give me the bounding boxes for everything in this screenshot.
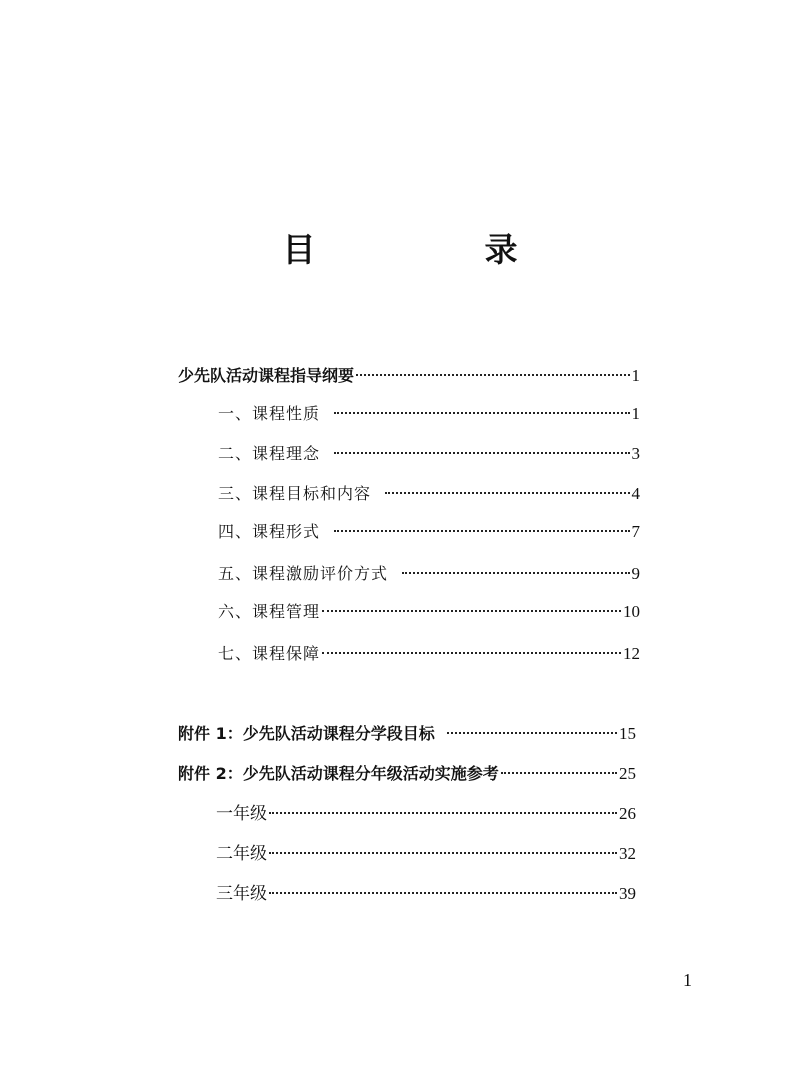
toc-dot-leader <box>356 374 629 376</box>
toc-entry-label: 六、课程管理 <box>218 602 321 621</box>
toc-page-number: 12 <box>623 644 640 663</box>
toc-entry-label: 三、课程目标和内容 <box>218 484 372 503</box>
toc-page-number: 32 <box>619 844 636 863</box>
toc-page-number: 10 <box>623 602 640 621</box>
toc-page-number: 9 <box>631 564 640 583</box>
toc-entry-section-6[interactable] <box>218 598 640 626</box>
toc-dot-leader <box>501 772 617 774</box>
toc-entry-appendix-1[interactable] <box>178 720 636 748</box>
toc-page-number: 26 <box>619 804 636 823</box>
toc-dot-leader <box>269 852 617 854</box>
toc-entry-label: 一、课程性质 <box>218 404 321 423</box>
toc-dot-leader <box>334 412 629 414</box>
toc-entry-section-1[interactable] <box>218 400 640 428</box>
toc-page-number: 7 <box>631 522 640 541</box>
toc-entry-guide[interactable] <box>178 362 640 390</box>
toc-page-number: 25 <box>619 764 636 783</box>
toc-entry-section-5[interactable] <box>218 560 640 588</box>
toc-entry-grade-3[interactable] <box>216 880 636 908</box>
toc-entry-label: 附件 2：少先队活动课程分年级活动实施参考 <box>178 764 499 783</box>
toc-dot-leader <box>322 610 621 612</box>
toc-page-number: 1 <box>631 366 640 385</box>
toc-entry-label: 少先队活动课程指导纲要 <box>178 366 355 385</box>
toc-page-number: 15 <box>619 724 636 743</box>
toc-dot-leader <box>402 572 629 574</box>
toc-entry-label: 四、课程形式 <box>218 522 321 541</box>
toc-dot-leader <box>334 530 629 532</box>
toc-dot-leader <box>447 732 617 734</box>
toc-entry-label: 五、课程激励评价方式 <box>218 564 389 583</box>
toc-entry-label: 二、课程理念 <box>218 444 321 463</box>
toc-entry-section-4[interactable] <box>218 518 640 546</box>
toc-dot-leader <box>269 892 617 894</box>
toc-page-number: 1 <box>631 404 640 423</box>
toc-dot-leader <box>334 452 629 454</box>
toc-dot-leader <box>385 492 629 494</box>
toc-entry-section-3[interactable] <box>218 480 640 508</box>
page-title: 目 录 <box>282 230 586 269</box>
toc-page-number: 39 <box>619 884 636 903</box>
toc-entry-label: 二年级 <box>216 844 267 864</box>
toc-entry-grade-2[interactable] <box>216 840 636 868</box>
toc-entry-label: 七、课程保障 <box>218 644 321 663</box>
toc-entry-grade-1[interactable] <box>216 800 636 828</box>
toc-page-number: 3 <box>631 444 640 463</box>
toc-entry-label: 一年级 <box>216 804 267 824</box>
toc-entry-appendix-2[interactable] <box>178 760 636 788</box>
toc-entry-label: 三年级 <box>216 884 267 904</box>
toc-dot-leader <box>322 652 621 654</box>
toc-entry-section-2[interactable] <box>218 440 640 468</box>
toc-entry-section-7[interactable] <box>218 640 640 668</box>
toc-entry-label: 附件 1：少先队活动课程分学段目标 <box>178 724 435 743</box>
page-number: 1 <box>683 970 692 990</box>
toc-dot-leader <box>269 812 617 814</box>
toc-page-number: 4 <box>631 484 640 503</box>
